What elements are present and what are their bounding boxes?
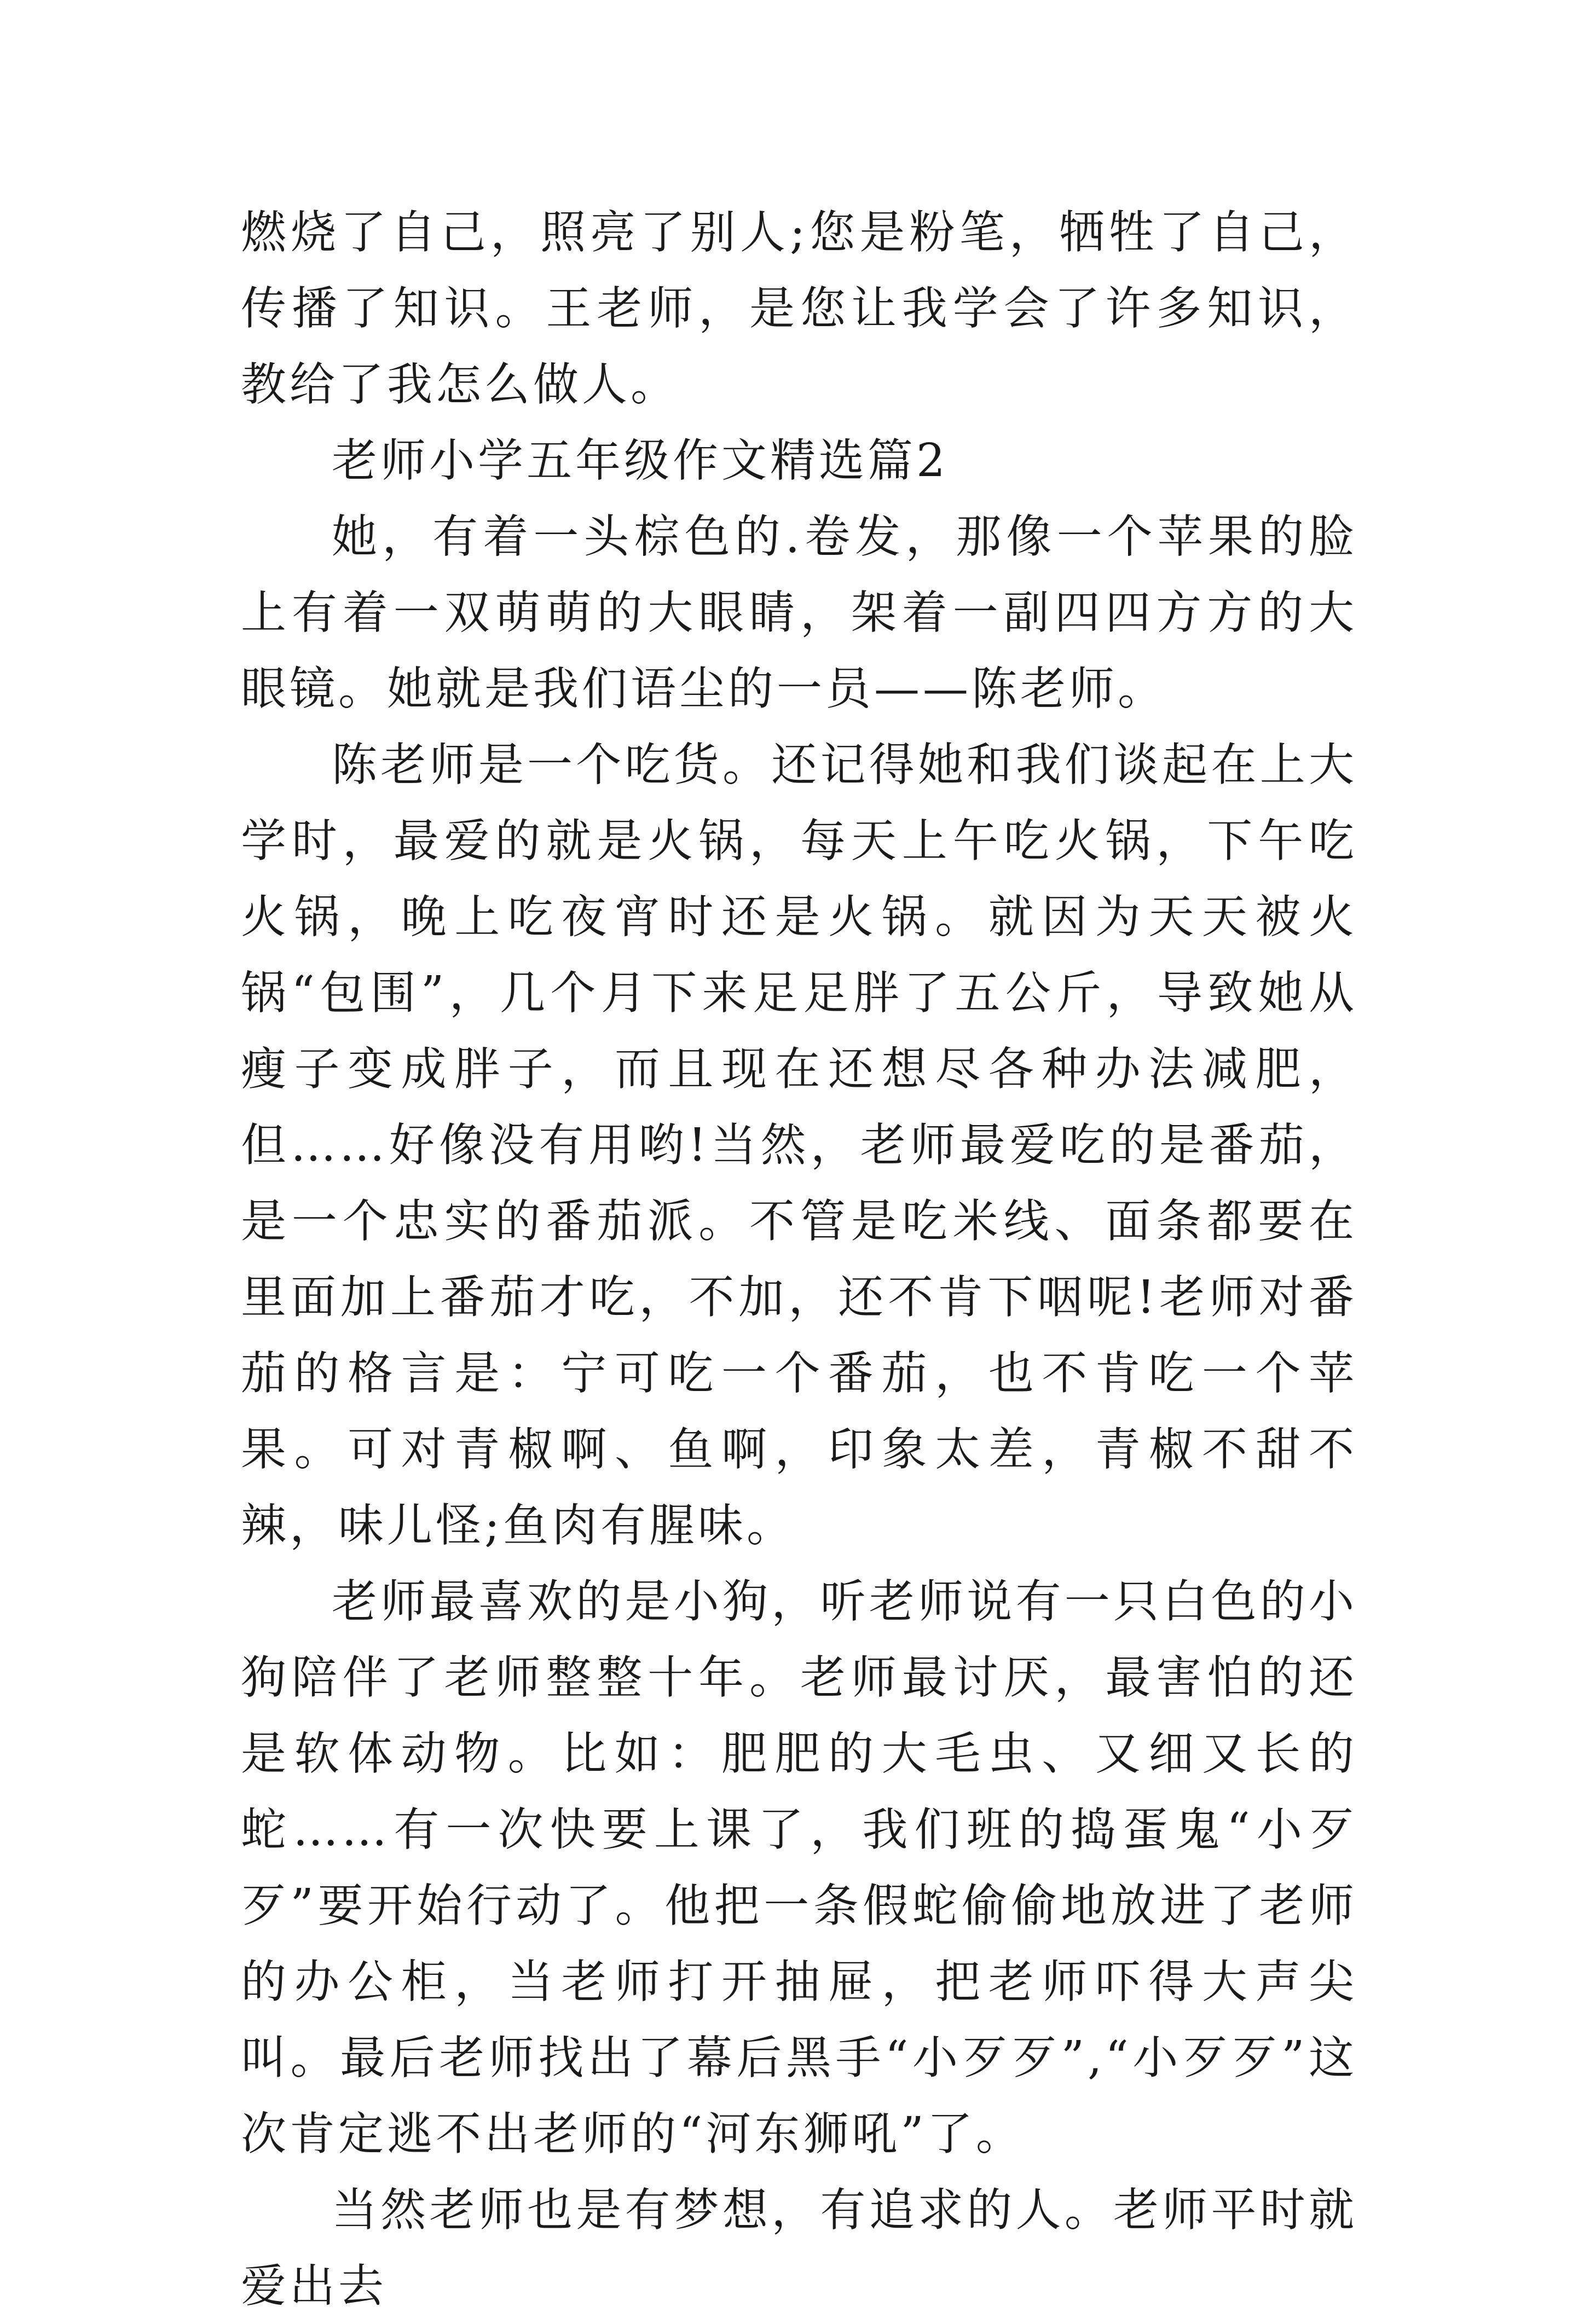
paragraph-foodie: 陈老师是一个吃货。还记得她和我们谈起在上大学时，最爱的就是火锅，每天上午吃火锅，下午吃火锅，晚上吃夜宵时还是火锅。就因为天天被火锅“包围”，几个月下来足足胖了五公斤，导致她从瘦子变成胖子，而且现在还想尽各种办法减肥，但……好像没有用哟!当然，老师最爱吃的是番茄，是一个忠实的番茄派。不管是吃米线、面条都要在里面加上番茄才吃，不加，还不肯下咽呢!老师对番茄的格言是：宁可吃一个番茄，也不肯吃一个苹果。可对青椒啊、鱼啊，印象太差，青椒不甜不辣，味儿怪;鱼肉有腥味。	[241, 738, 1357, 1552]
paragraph-pets-and-fears: 老师最喜欢的是小狗，听老师说有一只白色的小狗陪伴了老师整整十年。老师最讨厌，最害怕的还是软体动物。比如：肥肥的大毛虫、又细又长的蛇……有一次快要上课了，我们班的捣蛋鬼“小歹歹”要开始行动了。他把一条假蛇偷偷地放进了老师的办公柜，当老师打开抽屉，把老师吓得大声尖叫。最后老师找出了幕后黑手“小歹歹”,“小歹歹”这次肯定逃不出老师的“河东狮吼”了。	[241, 1575, 1357, 2160]
document-body	[241, 194, 1357, 2324]
paragraph-description: 她，有着一头棕色的.卷发，那像一个苹果的脸上有着一双萌萌的大眼睛，架着一副四四方方的大眼镜。她就是我们语尘的一员——陈老师。	[241, 510, 1357, 715]
section-heading: 老师小学五年级作文精选篇2	[332, 434, 949, 487]
paragraph-dreams: 当然老师也是有梦想，有追求的人。老师平时就爱出去	[241, 2183, 1357, 2313]
continuation-paragraph: 燃烧了自己，照亮了别人;您是粉笔，牺牲了自己，传播了知识。王老师，是您让我学会了许多知识，教给了我怎么做人。	[241, 206, 1357, 411]
